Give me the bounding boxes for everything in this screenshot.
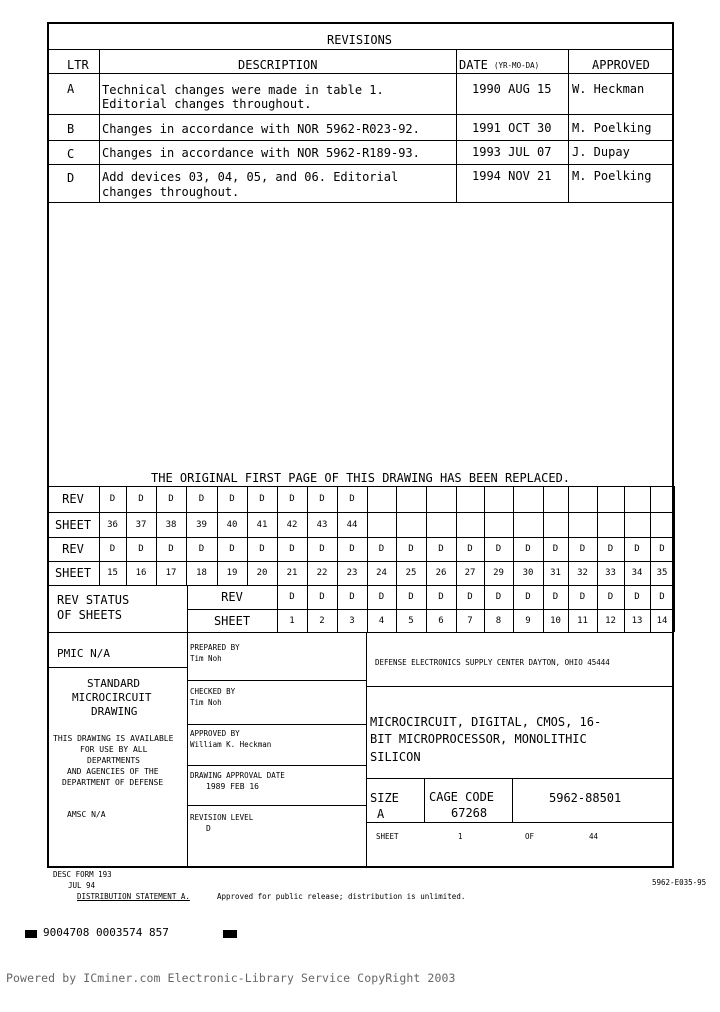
rev-row-desc-cont: changes throughout. xyxy=(102,185,240,199)
rev-status-cell: D xyxy=(467,592,473,602)
of-value: 44 xyxy=(589,832,599,841)
rev-row-date: 1994 NOV 21 xyxy=(472,169,552,183)
sheet-number-cell: 30 xyxy=(522,568,534,578)
sheet-number-cell: 41 xyxy=(256,519,268,530)
sheet-number-cell: 39 xyxy=(196,519,207,530)
rev-status-cell: D xyxy=(109,494,116,504)
sheet-number-cell: 36 xyxy=(107,519,118,530)
distribution-text: Approved for public release; distribution is unlimited. xyxy=(217,892,466,901)
cage-code-value: 67268 xyxy=(451,806,488,820)
sheet-number-cell: 38 xyxy=(165,519,177,530)
rev-status-cell: D xyxy=(438,544,444,554)
header-ltr: LTR xyxy=(67,58,89,72)
sheet-number-cell: 8 xyxy=(495,615,502,626)
rev-row-desc: Changes in accordance with NOR 5962-R189-93. xyxy=(102,146,420,160)
sheet-label: SHEET xyxy=(54,517,92,532)
rev-status-cell: D xyxy=(552,592,559,602)
sheet-number-cell: 7 xyxy=(467,615,473,626)
rev-status-cell: D xyxy=(138,544,144,554)
sheet-value: 1 xyxy=(458,832,463,841)
sheet-number-cell: 24 xyxy=(376,568,387,578)
barcode-text: 9004708 0003574 857 xyxy=(43,926,169,939)
sheet-number-cell: 16 xyxy=(135,568,147,578)
rev-status-cell: D xyxy=(634,592,640,602)
document-code: 5962-E035-95 xyxy=(652,878,707,887)
drawing-number: 5962-88501 xyxy=(549,791,622,805)
rev-row-ltr: C xyxy=(67,147,75,161)
drawing-label: DRAWING xyxy=(91,705,138,718)
powered-by-watermark: Powered by ICminer.com Electronic-Library Service CopyRight 2003 xyxy=(6,971,456,985)
sheet-number-cell: 3 xyxy=(349,615,355,626)
rev-status-cell: D xyxy=(289,494,295,504)
rev-status-cell: D xyxy=(289,544,295,554)
rev-status-cell: D xyxy=(579,592,586,602)
of-sheets-label: OF SHEETS xyxy=(57,608,123,622)
sheet-number-cell: 17 xyxy=(165,568,177,578)
rev-status-cell: D xyxy=(525,544,531,554)
sheet-number-cell: 26 xyxy=(435,568,447,578)
amsc-label: AMSC N/A xyxy=(67,810,106,819)
drawing-title-line: SILICON xyxy=(370,750,421,764)
size-value: A xyxy=(377,807,385,821)
rev-status-cell: D xyxy=(229,544,235,554)
pmic-label: PMIC N/A xyxy=(57,647,110,660)
rev-status-cell: D xyxy=(168,544,174,554)
availability-line: DEPARTMENTS xyxy=(87,756,140,765)
prepared-by-value: Tim Noh xyxy=(190,654,222,663)
rev-label: REV xyxy=(62,542,84,556)
sheet-number-cell: 6 xyxy=(438,615,444,626)
microcircuit-label: MICROCIRCUIT xyxy=(72,691,152,704)
rev-row-date: 1990 AUG 15 xyxy=(472,82,552,96)
barcode-mark xyxy=(25,930,37,938)
rev-status-cell: D xyxy=(349,544,355,554)
sheet-number-cell: 1 xyxy=(289,615,295,626)
approved-by-value: William K. Heckman xyxy=(190,740,272,749)
rev-row-desc-cont: Editorial changes throughout. xyxy=(102,97,312,111)
rev-status-cell: D xyxy=(659,592,665,602)
drawing-title-line: BIT MICROPROCESSOR, MONOLITHIC xyxy=(370,732,587,746)
sheet-label: SHEET xyxy=(376,832,399,841)
agency-name: DEFENSE ELECTRONICS SUPPLY CENTER DAYTON, OHIO 45444 xyxy=(375,658,610,667)
sheet-number-cell: 9 xyxy=(525,615,531,626)
rev-row-desc: Changes in accordance with NOR 5962-R023-92. xyxy=(102,122,420,136)
rev-status-cell: D xyxy=(319,544,325,554)
rev-status-cell: D xyxy=(659,544,665,554)
header-date: DATE xyxy=(459,58,488,72)
rev-status-cell: D xyxy=(168,494,174,504)
sheet-number-cell: 23 xyxy=(346,568,358,578)
approval-date-label: DRAWING APPROVAL DATE xyxy=(190,771,285,780)
sheet-number-cell: 27 xyxy=(464,568,476,578)
rev-label: REV xyxy=(62,492,84,506)
sheet-number-cell: 10 xyxy=(550,615,561,626)
sheet-number-cell: 25 xyxy=(405,568,417,578)
sheet-number-cell: 12 xyxy=(605,615,616,626)
sheet-number-cell: 20 xyxy=(256,568,268,578)
distribution-label: DISTRIBUTION STATEMENT A. xyxy=(77,892,190,901)
size-label: SIZE xyxy=(370,791,399,805)
rev-status-cell: D xyxy=(319,592,325,602)
rev-row-ltr: A xyxy=(67,82,75,96)
rev-status-cell: D xyxy=(289,592,295,602)
sheet-number-cell: 35 xyxy=(656,568,668,578)
rev-status-cell: D xyxy=(378,544,385,554)
rev-status-cell: D xyxy=(198,544,205,554)
header-approved: APPROVED xyxy=(592,58,650,72)
rev-status-cell: D xyxy=(438,592,444,602)
rev-row-desc: Add devices 03, 04, 05, and 06. Editorial xyxy=(102,170,399,184)
availability-line: THIS DRAWING IS AVAILABLE xyxy=(53,734,174,743)
header-date-format: (YR-MO-DA) xyxy=(494,61,540,70)
rev-status-cell: D xyxy=(138,494,144,504)
rev-status-cell: D xyxy=(349,592,355,602)
rev-row-date: 1991 OCT 30 xyxy=(472,121,552,135)
rev-status-cell: D xyxy=(634,544,640,554)
sheet-number-cell: 14 xyxy=(656,615,668,626)
rev-status-cell: D xyxy=(259,544,265,554)
sheet-number-cell: 37 xyxy=(135,519,147,530)
rev-status-label: REV STATUS xyxy=(57,593,130,607)
rev-status-cell: D xyxy=(607,592,614,602)
rev-row-approved: M. Poelking xyxy=(572,169,652,183)
rev-status-cell: D xyxy=(198,494,205,504)
rev-status-cell: D xyxy=(349,494,355,504)
checked-by-label: CHECKED BY xyxy=(190,687,236,696)
sheet-number-cell: 19 xyxy=(226,568,238,578)
revision-level-value: D xyxy=(206,824,211,833)
sheet-number-cell: 21 xyxy=(286,568,298,578)
barcode-mark xyxy=(223,930,237,938)
header-description: DESCRIPTION xyxy=(238,58,318,72)
sheet-number-cell: 44 xyxy=(346,519,358,530)
standard-label: STANDARD xyxy=(87,677,140,690)
rev-status-cell: D xyxy=(552,544,559,554)
approved-by-label: APPROVED BY xyxy=(190,729,240,738)
drawing-title-line: MICROCIRCUIT, DIGITAL, CMOS, 16- xyxy=(370,715,602,729)
sheet-number-cell: 34 xyxy=(631,568,643,578)
sheet-number-cell: 42 xyxy=(286,519,298,530)
rev-status-cell: D xyxy=(467,544,473,554)
rev-row-approved: W. Heckman xyxy=(572,82,645,96)
sheet-number-cell: 40 xyxy=(226,519,238,530)
rev-status-cell: D xyxy=(525,592,531,602)
sheet-number-cell: 13 xyxy=(631,615,643,626)
sheet-number-cell: 32 xyxy=(577,568,588,578)
form-number: DESC FORM 193 xyxy=(53,870,112,879)
rev-row-approved: M. Poelking xyxy=(572,121,652,135)
sheet-number-cell: 22 xyxy=(316,568,328,578)
form-date: JUL 94 xyxy=(68,881,96,890)
rev-status-cell: D xyxy=(408,592,414,602)
rev-status-cell: D xyxy=(319,494,325,504)
sheet-number-cell: 5 xyxy=(408,615,414,626)
rev-status-cell: D xyxy=(579,544,586,554)
revision-level-label: REVISION LEVEL xyxy=(190,813,254,822)
rev-row-ltr: B xyxy=(67,122,75,136)
rev-status-cell: D xyxy=(109,544,116,554)
rev-status-cell: D xyxy=(495,544,502,554)
sheet-number-cell: 18 xyxy=(196,568,207,578)
rev-status-cell: D xyxy=(259,494,265,504)
sheet-number-cell: 2 xyxy=(319,615,325,626)
rev-status-cell: D xyxy=(408,544,414,554)
sheet-number-cell: 31 xyxy=(550,568,561,578)
sheet-label: SHEET xyxy=(54,566,92,580)
rev-status-cell: D xyxy=(495,592,502,602)
revisions-title: REVISIONS xyxy=(327,33,393,47)
sheet-number-cell: 15 xyxy=(107,568,118,578)
rev-status-cell: D xyxy=(229,494,235,504)
rev-row-approved: J. Dupay xyxy=(572,145,630,159)
cage-code-label: CAGE CODE xyxy=(429,790,495,804)
rev-row-desc: Technical changes were made in table 1. xyxy=(102,83,384,97)
sheet-number-cell: 11 xyxy=(577,615,588,626)
rev-row-ltr: D xyxy=(67,171,75,185)
rev-label: REV xyxy=(221,590,243,604)
checked-by-value: Tim Noh xyxy=(190,698,222,707)
replaced-notice: THE ORIGINAL FIRST PAGE OF THIS DRAWING HAS BEEN REPLACED. xyxy=(151,471,571,485)
availability-line: DEPARTMENT OF DEFENSE xyxy=(62,778,164,787)
sheet-number-cell: 29 xyxy=(493,568,504,578)
sheet-number-cell: 43 xyxy=(316,519,328,530)
sheet-number-cell: 33 xyxy=(605,568,616,578)
prepared-by-label: PREPARED BY xyxy=(190,643,240,652)
approval-date-value: 1989 FEB 16 xyxy=(206,782,259,791)
availability-line: FOR USE BY ALL xyxy=(80,745,148,754)
rev-row-date: 1993 JUL 07 xyxy=(472,145,552,159)
of-label: OF xyxy=(525,832,535,841)
rev-status-cell: D xyxy=(378,592,385,602)
sheet-number-cell: 4 xyxy=(378,615,385,626)
sheet-label: SHEET xyxy=(213,613,251,628)
availability-line: AND AGENCIES OF THE xyxy=(67,767,159,776)
rev-status-cell: D xyxy=(607,544,614,554)
